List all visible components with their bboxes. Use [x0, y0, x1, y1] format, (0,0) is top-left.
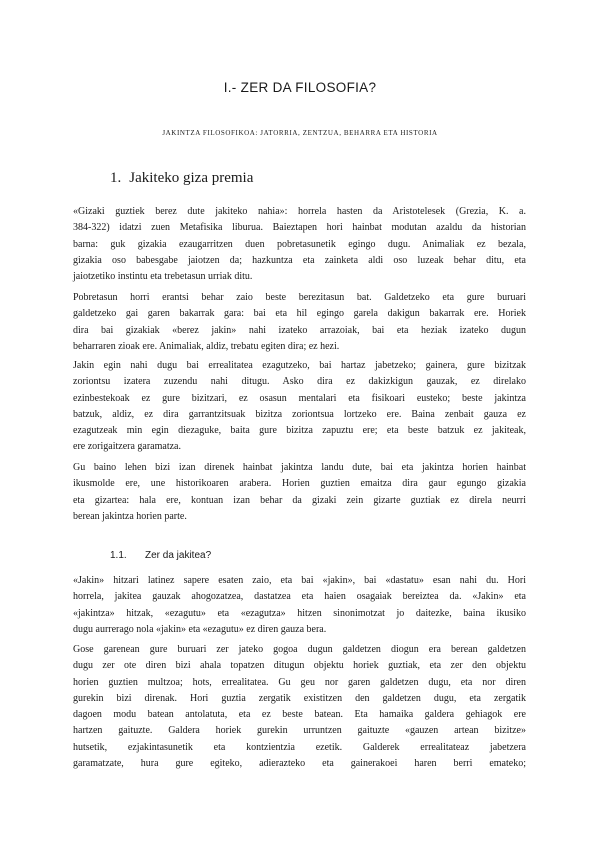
paragraph-line: dugu aurrerago nola «jakin» eta «ezagutu» ez diren gauza bera. [73, 623, 327, 635]
paragraph-line: gurekin bizi direnak. Hori guztia zergatik existitzen den galdetzen dugu, eta zergatik [73, 692, 526, 704]
paragraph-line: eta gizartea: hala ere, kontuan izan behar da gizaki zein gizarte guztiak ez direla neurri [73, 494, 526, 506]
paragraph-line: gizakia oso babesgabe jaiotzen da; hazkuntza eta zainketa aldi oso luzeak behar ditu, eta [73, 254, 526, 266]
chapter-title: I.- ZER DA FILOSOFIA? [223, 80, 377, 95]
subsection-title: Zer da jakitea? [145, 550, 212, 561]
paragraph-line: dugu zer ote diren bizi ahala topatzen ditugun objektu horiek guztiak, eta zer den objektu [73, 660, 526, 672]
paragraph [73, 642, 526, 772]
paragraph-line: Gose garenean gure buruari zer jateko gogoa dugun galdetzen diogun era berean galdetzen [73, 644, 526, 655]
paragraph-line: 384-322) idatzi zuen Metafisika liburua. Baieztapen hori hainbat modutan azaldu da historian [73, 222, 526, 234]
paragraph-line: barna: guk gizakia ezaugarritzen duen pobretasunetik egingo dugu. Animaliak ez bezala, [73, 238, 526, 250]
paragraph-line: Jakin egin nahi dugu bai errealitatea ezagutzeko, bai hartaz jabetzeko; gainera, gure bizitzak [73, 360, 526, 371]
paragraph-line: garamatzate, hura gure egiteko, adierazteko eta gainerakoei haren berri emateko; [73, 758, 526, 770]
paragraph [73, 460, 526, 525]
subsection-heading [110, 550, 211, 561]
paragraph-line: dira bai gizakiak «berez jakin» nahi izateko arrazoiak, bai eta heziak izateko dugun [73, 324, 526, 336]
paragraph-line: hutsetik, ezjakintasunetik eta kontzientzia ezetik. Galderek errealitateaz jabetzera [73, 741, 526, 753]
paragraph [73, 573, 526, 638]
paragraph-line: jaiotzetiko instintu eta trebetasun urriak ditu. [73, 271, 253, 283]
section-title: Jakiteko giza premia [129, 170, 254, 186]
paragraph [73, 290, 526, 355]
paragraph-line: galdetzeko gai garen bakarrak gara: bai eta hil egingo garela dakigun bakarrak ere. Horiek [73, 308, 526, 320]
paragraph-line: dagoen modu batean antolatuta, eta ez beste batean. Eta hamaika galdera gehiagok ere [73, 709, 526, 721]
paragraph-line: ezinbestekoak ez gure bizitzari, ez osasun mentalari eta fisikoari eusteko; beste jakintza [73, 392, 526, 404]
subsection-number: 1.1. [110, 550, 127, 561]
chapter-subtitle: JAKINTZA FILOSOFIKOA: JATORRIA, ZENTZUA, BEHARRA ETA HISTORIA [162, 129, 438, 137]
paragraph [73, 358, 526, 456]
paragraph-line: ezagutzeak min egin diezaguke, baita gure bizitza zapuztu ere; eta beste batzuk ez jakiteak, [73, 425, 526, 437]
paragraph-line: ikusmolde ere, une historikoaren arabera. Horien guztien emaitza dira gaur egungo gizakia [73, 478, 526, 490]
paragraph-line: «Gizaki guztiek berez dute jakiteko nahia»: horrela hasten da Aristotelesek (Grezia, K. a. [73, 206, 526, 217]
paragraph-line: zoriontsu izatera zuzendu nahi ditugu. Asko dira ez dakizkigun gauzak, ez direlako [73, 376, 526, 388]
paragraph-line: «jakintza» hitzak, «ezagutu» eta «ezagutza» hitzen sinonimotzat jo daitezke, baina ikusiko [73, 607, 526, 619]
paragraph-line: horrela, jakitea gauzak ahogozatzea, dastatzea eta haien osagaiak bereiztea da. «Jakin» eta [73, 591, 526, 603]
paragraph-line: hartzen gaituzte. Galdera horiek gurekin urruntzen gaituzte «gauzen artean bizitze» [73, 725, 526, 737]
paragraph-line: ere zorigaitzera garamatza. [73, 441, 181, 453]
paragraph-line: Pobretasun horri erantsi behar zaio beste berezitasun bat. Galdetzeko eta gure buruari [73, 292, 526, 303]
paragraph [73, 204, 526, 285]
section-heading [110, 170, 253, 187]
paragraph-line: «Jakin» hitzari latinez sapere esaten zaio, eta bai «jakin», bai «dastatu» esan nahi du. Hori [73, 575, 526, 586]
paragraph-line: beharraren zioak ere. Animaliak, aldiz, trebatu egiten dira; ez hezi. [73, 340, 340, 352]
paragraph-line: batzuk, aldiz, ez dira garrantzitsuak bizitza zoriontsua lortzeko ere. Baina zenbait gauza ez [73, 408, 526, 420]
paragraph-line: Gu baino lehen bizi izan direnek hainbat jakintza landu dute, bai eta jakintza horien hainbat [73, 462, 526, 473]
paragraph-line: berean jakintza horien parte. [73, 510, 187, 522]
paragraph-line: horien guztien multzoa; hots, errealitatea. Gu geu nor garen galdetzen dugu, eta nor diren [73, 676, 526, 688]
section-number: 1. [110, 170, 122, 186]
